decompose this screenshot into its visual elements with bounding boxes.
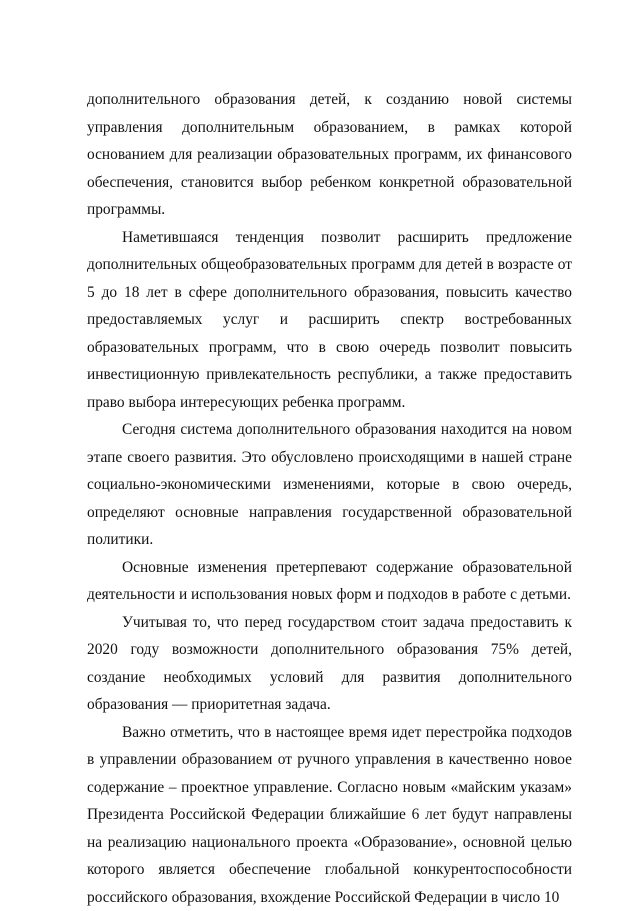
paragraph-continuation: дополнительного образования детей, к созданию новой системы управления дополнительным образованием, в рамках которой основанием для реализации образовательных программ, их финансового обеспечения, становится выбор ребенком конкретной образовательной программы.	[87, 86, 572, 224]
paragraph-project-management: Важно отметить, что в настоящее время идет перестройка подходов в управлении образованием от ручного управления в качественно новое содержание – проектное управление. Согласно новым «майским указам» Президента Российской Федерации ближайшие 6 лет будут направлены на реализацию национального проекта «Образование», основной целью которого является обеспечение глобальной конкурентоспособности российского образования, вхождение Российской Федерации в число 10	[87, 719, 572, 911]
paragraph-trend: Наметившаяся тенденция позволит расширить предложение дополнительных общеобразовательных программ для детей в возрасте от 5 до 18 лет в сфере дополнительного образования, повысить качество предоставляемых услуг и расширить спектр востребованных образовательных программ, что в свою очередь позволит повысить инвестиционную привлекательность республики, а также предоставить право выбора интересующих ребенка программ.	[87, 224, 572, 417]
paragraph-state-task: Учитывая то, что перед государством стоит задача предоставить к 2020 году возможности дополнительного образования 75% детей, создание необходимых условий для развития дополнительного образования — приоритетная задача.	[87, 609, 572, 719]
document-body	[87, 86, 572, 911]
paragraph-main-changes: Основные изменения претерпевают содержание образовательной деятельности и использования новых форм и подходов в работе с детьми.	[87, 554, 572, 609]
paragraph-current-stage: Сегодня система дополнительного образования находится на новом этапе своего развития. Это обусловлено происходящими в нашей стране социально-экономическими изменениями, которые в свою очередь, определяют основные направления государственной образовательной политики.	[87, 416, 572, 554]
